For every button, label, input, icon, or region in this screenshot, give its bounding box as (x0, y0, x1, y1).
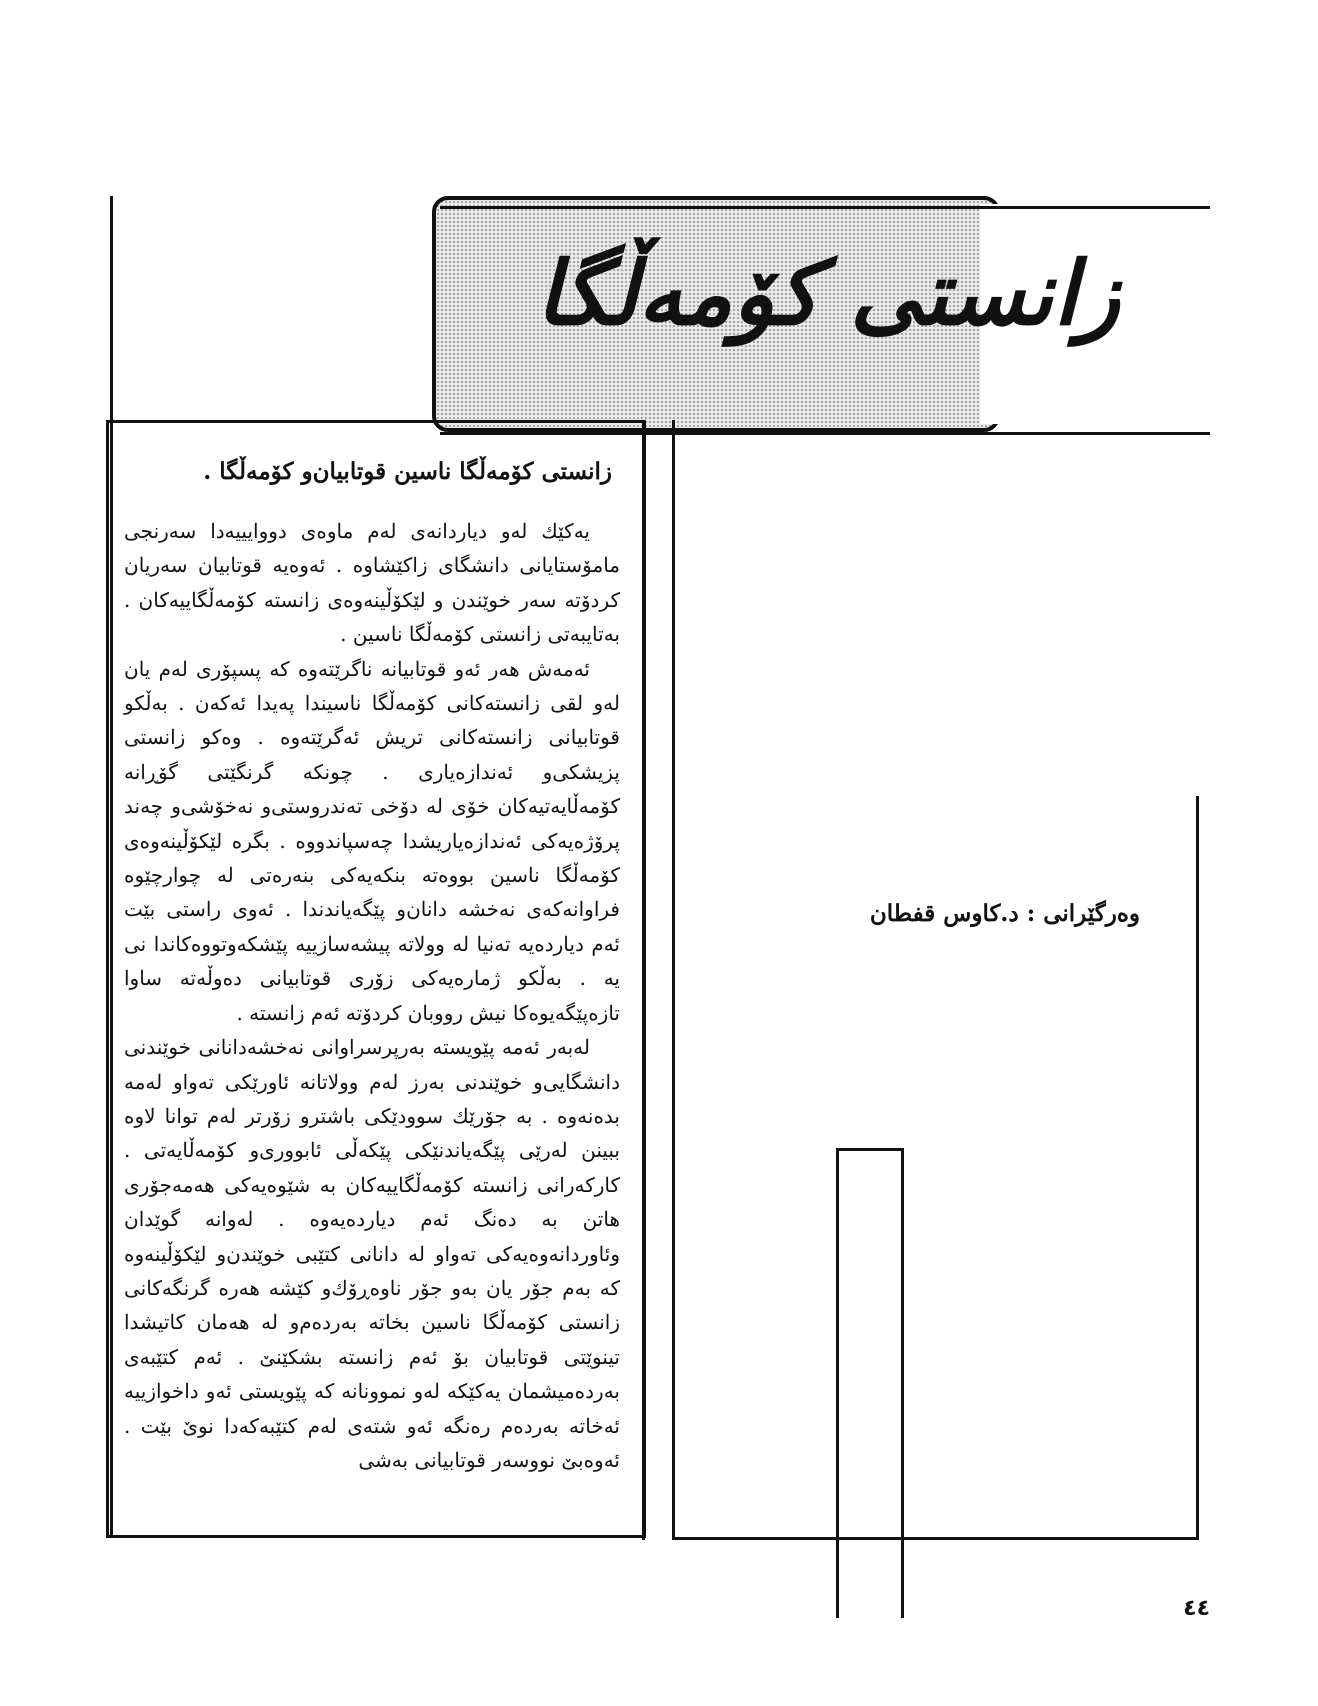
page-number: ٤٤ (1183, 1596, 1210, 1621)
column-divider-right (672, 420, 675, 1540)
decorative-box (836, 1148, 904, 1618)
translator-byline: وەرگێرانی : د.كاوس قفطان (869, 900, 1140, 927)
article-paragraph: لەبەر ئەمە پێویستە بەرپرسراوانی نەخشەدانانی خوێندنی دانشگایی‌و خوێندنی بەرز لەم وولاتانە ئاورێكی تەواو لەمە بدەنەوە . بە جۆرێك سوودێكی باشترو زۆرتر لەم توانا لاوە ببینن لەرێی پێگەیاندنێكی پێكەڵی ئابووری‌و كۆمەڵایەتی . كاركەرانی زانستە كۆمەڵگاییەكان بە شێوەیەكی هەمەجۆری هاتن بە دەنگ ئەم دیاردەیەوە . لەوانە گوێدان وئاوردانەوەیەكی تەواو لە دانانی كتێبی خوێندن‌و لێكۆڵینەوە كە بەم جۆر یان بەو جۆر ناوەڕۆك‌و كێشە هەرە گرنگەكانی زانستی كۆمەڵگا ناسین بخاتە بەردەم‌و لە هەمان كاتیشدا تینوێتی قوتابیان بۆ ئەم زانستە بشكێنێ . ئەم كتێبەی بەردەمیشمان یەكێكە لەو نموونانە كە پێویستی ئەو داخوازییە ئەخاتە بەردەم رەنگە ئەو شتەی لەم كتێبەكەدا نوێ بێت . ئەوەبێ نووسەر قوتابیانی بەشی (124, 1035, 620, 1472)
right-frame-bottom-rule (672, 1537, 1196, 1540)
column-divider-left (642, 420, 645, 1540)
article-title: زانستی كۆمەڵگا ناسین قوتابیان‌و كۆمەڵگا . (203, 458, 612, 485)
right-frame-side-rule (1196, 796, 1199, 1540)
article-column (124, 446, 620, 1477)
article-paragraph: ئەمەش هەر ئەو قوتابیانە ناگرێتەوە كە پسپۆری لەم یان لەو لقی زانستەكانی كۆمەڵگا ناسیندا پەیدا ئەكەن . بەڵكو قوتابیانی زانستەكانی تریش ئەگرێتەوە . وەكو زانستی پزیشكی‌و ئەندازەیاری . چونكە گرنگێتی گۆڕانە كۆمەڵایەتیەكان خۆی لە دۆخی تەندروستی‌و نەخۆشی‌و چەند پرۆژەیەكی ئەندازەیاریشدا چەسپاندووە . بگرە لێكۆڵینەوەی كۆمەڵگا ناسین بووەتە بنكەیەكی بنەرەتی لە چوارچێوە فراوانەكەی نەخشە دانان‌و پێگەیاندندا . ئەوی راستی بێت ئەم دیاردەیە تەنیا لە وولاتە پیشەسازییە پێشكەوتووەكاندا نی یە . بەڵكو ژمارەیەكی زۆری قوتابیانی دەوڵەتە ساوا تازەپێگەیوەكا نیش رووبان كردۆتە ئەم زانستە . (124, 656, 620, 1025)
article-body (124, 514, 620, 1477)
article-paragraph: یەكێك لەو دیاردانەی لەم ماوەی دووایییەدا سەرنجی مامۆستایانی دانشگای زاكێشاوە . ئەوەیە قوتابیان سەریان كردۆتە سەر خوێندن و لێكۆڵینەوەی زانستە كۆمەڵگاییەكان . بەتایبەتی زانستی كۆمەڵگا ناسین . (124, 519, 620, 647)
section-title: زانستی كۆمەڵگا (535, 241, 1120, 345)
banner-rule-top (440, 206, 1210, 209)
